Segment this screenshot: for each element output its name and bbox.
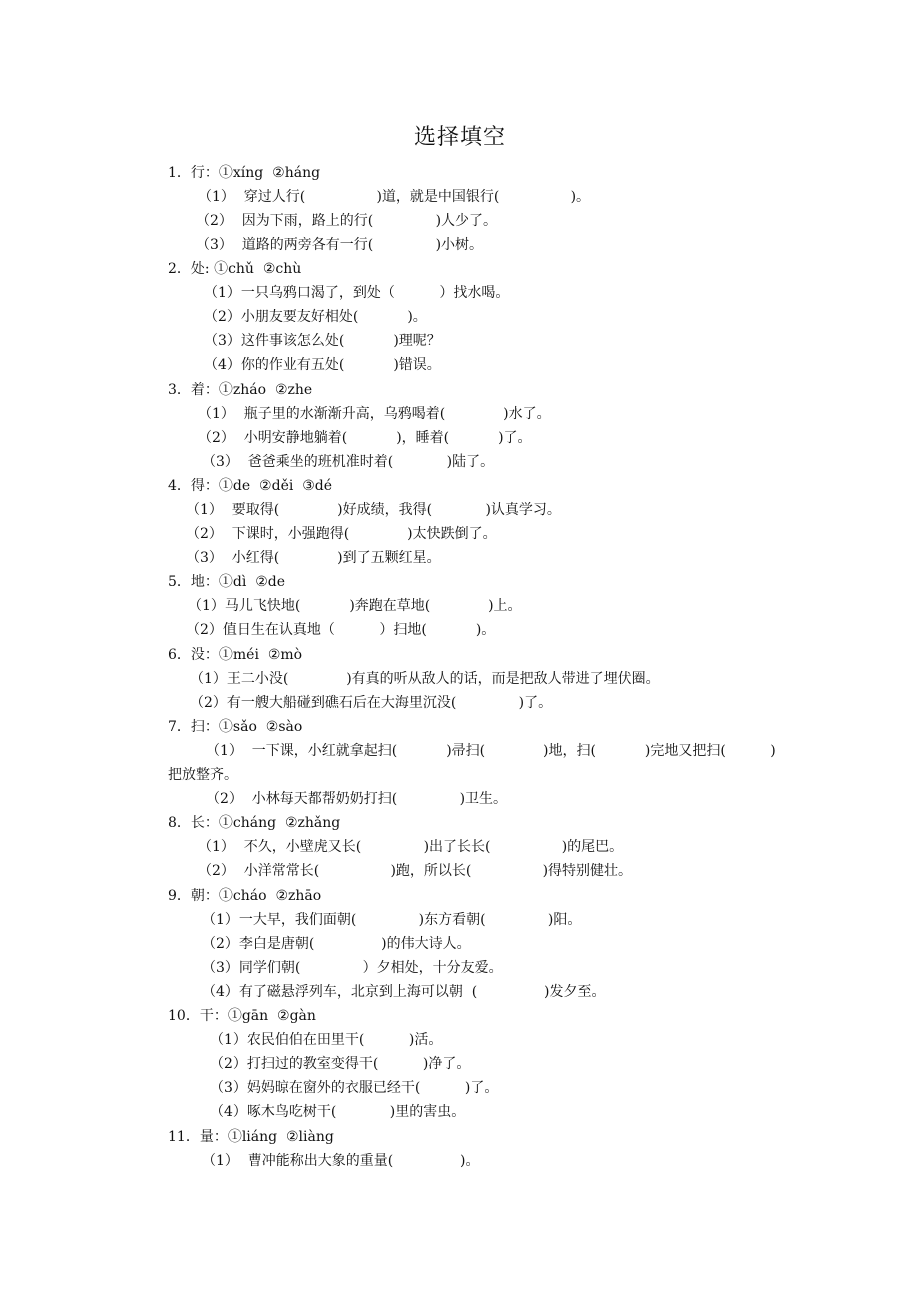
question-item: （1） 不久，小壁虎又长( )出了长长( )的尾巴。	[198, 839, 624, 855]
question-item-continued: 把放整齐。	[168, 767, 238, 783]
question-heading: 3．着：①zháo ②zhe	[168, 382, 313, 398]
question-item: （1） 穿过人行( )道，就是中国银行( )。	[198, 189, 591, 205]
question-item: （2）小朋友要友好相处( )。	[204, 309, 427, 325]
question-item: （4）啄木鸟吃树干( )里的害虫。	[210, 1104, 466, 1120]
question-item: （3） 小红得( )到了五颗红星。	[186, 550, 441, 566]
question-item: （3） 爸爸乘坐的班机准时着( )陆了。	[202, 454, 495, 470]
question-item: （4）你的作业有五处( )错误。	[204, 357, 441, 373]
question-item: （2） 小明安静地躺着( )，睡着( )了。	[198, 430, 532, 446]
question-item: （2） 下课时，小强跑得( )太快跌倒了。	[186, 526, 497, 542]
question-item: （2）李白是唐朝( )的伟大诗人。	[202, 936, 471, 952]
question-heading: 10．干：①gān ②gàn	[168, 1008, 316, 1024]
question-item: （2） 因为下雨，路上的行( )人少了。	[196, 213, 498, 229]
question-item: （2）值日生在认真地（ ）扫地( )。	[186, 622, 496, 638]
question-item: （3）同学们朝( ）夕相处，十分友爱。	[202, 960, 503, 976]
question-heading: 11．量：①liáng ②liàng	[168, 1129, 334, 1145]
question-heading: 5．地：①dì ②de	[168, 574, 286, 590]
question-item: （2）有一艘大船碰到礁石后在大海里沉没( )了。	[190, 695, 553, 711]
question-item: （1） 曹冲能称出大象的重量( )。	[202, 1153, 480, 1169]
question-heading: 2．处: ①chǔ ②chù	[168, 261, 302, 277]
question-heading: 4．得：①de ②děi ③dé	[168, 478, 333, 494]
question-item: （1） 一下课，小红就拿起扫( )帚扫( )地，扫( )完地又把扫( )	[206, 743, 776, 759]
question-heading: 1．行：①xíng ②háng	[168, 165, 321, 181]
question-item: （1） 要取得( )好成绩，我得( )认真学习。	[186, 502, 561, 518]
question-heading: 8．长：①cháng ②zhǎng	[168, 815, 341, 831]
question-item: （1）马儿飞快地( )奔跑在草地( )上。	[188, 598, 522, 614]
question-item: （4）有了磁悬浮列车，北京到上海可以朝 ( )发夕至。	[202, 984, 606, 1000]
question-item: （2） 小林每天都帮奶奶打扫( )卫生。	[206, 791, 508, 807]
question-heading: 7．扫：①sǎo ②sào	[168, 719, 303, 735]
question-item: （3） 道路的两旁各有一行( )小树。	[196, 237, 484, 253]
question-item: （2）打扫过的教室变得干( )净了。	[210, 1056, 471, 1072]
question-item: （2） 小洋常常长( )跑，所以长( )得特别健壮。	[198, 863, 633, 879]
question-item: （3）妈妈晾在窗外的衣服已经干( )了。	[210, 1080, 499, 1096]
page-title: 选择填空	[413, 125, 506, 150]
question-item: （1）农民伯伯在田里干( )活。	[210, 1032, 443, 1048]
question-heading: 9．朝：①cháo ②zhāo	[168, 888, 322, 904]
question-item: （1） 瓶子里的水渐渐升高，乌鸦喝着( )水了。	[198, 406, 551, 422]
question-item: （1）一大早，我们面朝( )东方看朝( )阳。	[202, 912, 582, 928]
question-item: （1）王二小没( )有真的听从敌人的话，而是把敌人带进了埋伏圈。	[190, 671, 660, 687]
question-item: （3）这件事该怎么处( )理呢？	[204, 333, 441, 349]
question-heading: 6．没：①méi ②mò	[168, 647, 303, 663]
question-item: （1）一只乌鸦口渴了，到处（ ）找水喝。	[204, 285, 510, 301]
